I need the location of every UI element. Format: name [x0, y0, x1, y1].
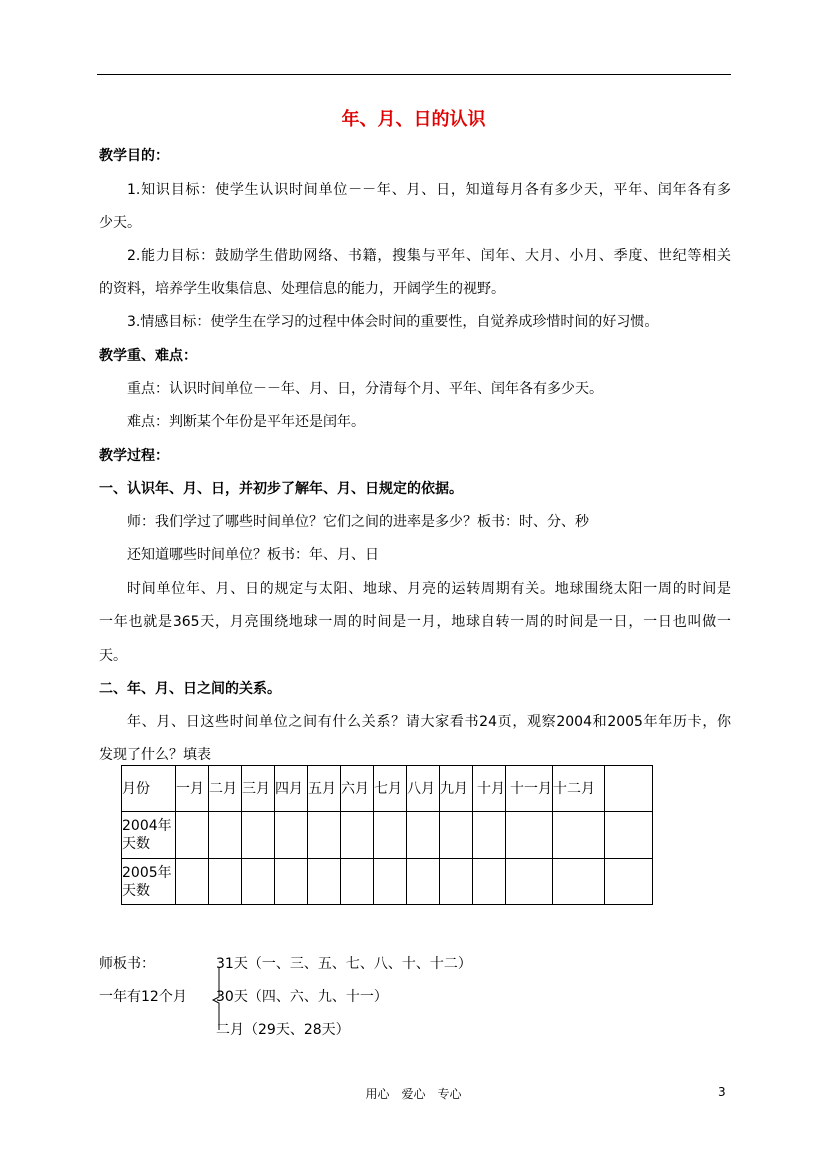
table-cell [473, 859, 506, 905]
row-label-2005: 2005年天数 [122, 859, 176, 905]
table-cell [605, 812, 653, 859]
table-header-cell: 七月 [374, 766, 407, 812]
table-header-cell: 五月 [308, 766, 341, 812]
part-1-line-4: 一年也就是365天，月亮围绕地球一周的时间是一月，地球自转一周的时间是一日，一日也叫做一 [99, 614, 731, 630]
part-2-line-2: 发现了什么？填表 [99, 747, 211, 763]
goal-2-line-1: 2.能力目标：鼓励学生借助网络、书籍，搜集与平年、闰年、大月、小月、季度、世纪等相关 [127, 248, 731, 264]
goal-1-line-2: 少天。 [99, 215, 141, 231]
table-cell [473, 812, 506, 859]
table-cell [506, 859, 553, 905]
goal-2-line-2: 的资料，培养学生收集信息、处理信息的能力，开阔学生的视野。 [99, 281, 505, 297]
table-cell [242, 812, 275, 859]
table-cell [341, 812, 374, 859]
board-label: 师板书： [99, 956, 155, 972]
table-header-cell: 十二月 [553, 766, 605, 812]
table-header-cell: 十月 [473, 766, 506, 812]
difficult-point: 难点：判断某个年份是平年还是闰年。 [127, 414, 365, 430]
table-header-row [122, 766, 653, 812]
table-row [122, 812, 653, 859]
table-cell [605, 859, 653, 905]
table-cell [176, 812, 209, 859]
part-1-line-3: 时间单位年、月、日的规定与太阳、地球、月亮的运转周期有关。地球围绕太阳一周的时间是 [127, 581, 731, 597]
key-point: 重点：认识时间单位－－年、月、日，分清每个月、平年、闰年各有多少天。 [127, 381, 603, 397]
section-heading-key-points: 教学重、难点： [99, 348, 197, 364]
table-cell [209, 859, 242, 905]
header-rule [97, 74, 731, 75]
table-header-cell: 二月 [209, 766, 242, 812]
table-cell [308, 859, 341, 905]
table-cell [440, 812, 473, 859]
table-cell [176, 859, 209, 905]
section-heading-process: 教学过程： [99, 448, 169, 464]
table-header-cell: 十一月 [506, 766, 553, 812]
table-header-cell: 四月 [275, 766, 308, 812]
goal-1-line-1: 1.知识目标：使学生认识时间单位－－年、月、日，知道每月各有多少天，平年、闰年各有多 [127, 182, 731, 198]
goal-3: 3.情感目标：使学生在学习的过程中体会时间的重要性，自觉养成珍惜时间的好习惯。 [127, 314, 659, 330]
table-cell [341, 859, 374, 905]
table-cell [506, 812, 553, 859]
board-february: 二月（29天、28天） [216, 1022, 350, 1038]
table-header-cell: 六月 [341, 766, 374, 812]
part-2-line-1: 年、月、日这些时间单位之间有什么关系？请大家看书24页，观察2004和2005年年历卡，你 [127, 714, 731, 730]
board-30-days: 30天（四、六、九、十一） [216, 989, 388, 1005]
page-footer: 用心 爱心 专心 [365, 1087, 462, 1101]
section-heading-objectives: 教学目的： [99, 148, 169, 164]
part-1-line-5: 天。 [99, 648, 127, 664]
table-cell [374, 812, 407, 859]
board-year-months: 一年有12个月 [99, 989, 187, 1005]
page-number: 3 [718, 1085, 726, 1099]
table-cell [242, 859, 275, 905]
table-cell [275, 812, 308, 859]
part-1-heading: 一、认识年、月、日，并初步了解年、月、日规定的依据。 [99, 481, 463, 497]
table-cell [440, 859, 473, 905]
table-cell [308, 812, 341, 859]
board-31-days: 31天（一、三、五、七、八、十、十二） [216, 956, 472, 972]
table-header-cell: 月份 [122, 766, 176, 812]
table-header-cell [605, 766, 653, 812]
part-2-heading: 二、年、月、日之间的关系。 [99, 681, 281, 697]
part-1-line-1: 师：我们学过了哪些时间单位？它们之间的进率是多少？板书：时、分、秒 [127, 514, 589, 530]
table-cell [209, 812, 242, 859]
table-header-cell: 八月 [407, 766, 440, 812]
part-1-line-2: 还知道哪些时间单位？板书：年、月、日 [127, 547, 379, 563]
table-header-cell: 三月 [242, 766, 275, 812]
table-cell [407, 812, 440, 859]
table-row [122, 859, 653, 905]
table-cell [407, 859, 440, 905]
table-cell [374, 859, 407, 905]
days-per-month-table [121, 765, 653, 905]
document-title: 年、月、日的认识 [341, 109, 486, 130]
row-label-2004: 2004年天数 [122, 812, 176, 859]
table-cell [553, 812, 605, 859]
table-header-cell: 一月 [176, 766, 209, 812]
table-cell [275, 859, 308, 905]
table-header-cell: 九月 [440, 766, 473, 812]
table-cell [553, 859, 605, 905]
